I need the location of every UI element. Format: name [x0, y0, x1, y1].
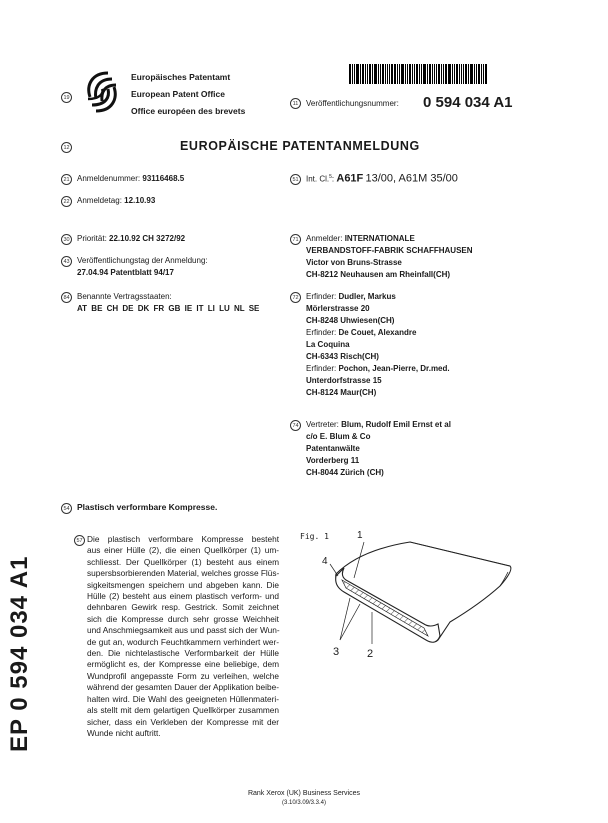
barcode-bar	[360, 64, 361, 84]
barcode-bar	[427, 64, 428, 84]
barcode-bar	[481, 64, 482, 84]
footer-printer: Rank Xerox (UK) Business Services	[247, 790, 361, 797]
barcode-bar	[372, 64, 373, 84]
barcode-bar	[432, 64, 433, 84]
abstract-line: und Anschmiegsamkeit aus und passt sich der Wun-	[87, 625, 280, 636]
barcode-bar	[441, 64, 442, 84]
barcode-bar	[485, 64, 487, 84]
abstract-line: de gut an, wodurch Feuchtkammern verhindert wer-	[87, 636, 279, 647]
abstract-line: sich die Kompresse durch sehr grosse Weichheit	[87, 613, 279, 624]
barcode-bar	[391, 64, 393, 84]
footer-code: (3.10/3.09/3.3.4)	[281, 800, 327, 806]
priority: Priorität: 22.10.92 CH 3272/92	[77, 234, 186, 243]
figure-caption: Fig. 1	[300, 532, 329, 541]
barcode-bar	[478, 64, 480, 84]
barcode-bar	[362, 64, 364, 84]
office-name-fr: Office européen des brevets	[131, 106, 246, 116]
barcode-bar	[389, 64, 390, 84]
barcode-bar	[465, 64, 467, 84]
inid-code-11: 11	[290, 98, 301, 109]
barcode-bar	[407, 64, 408, 84]
invention-title: Plastisch verformbare Kompresse.	[77, 502, 218, 512]
inid-code-43: 43	[61, 256, 72, 267]
barcode-bar	[369, 64, 371, 84]
barcode-bar	[483, 64, 484, 84]
abstract-line: Wunde nicht auftritt.	[87, 727, 161, 738]
barcode-bar	[380, 64, 381, 84]
figure-ref-1: 1	[357, 530, 363, 541]
barcode-bar	[445, 64, 447, 84]
barcode-bar	[452, 64, 453, 84]
inid-code-22: 22	[61, 196, 72, 207]
application-date: Anmeldetag: 12.10.93	[77, 196, 156, 205]
abstract	[87, 534, 279, 739]
abstract-line: sicher, dass ein Verkleben der Kompresse mit der	[87, 716, 279, 727]
abstract-line: sigkeitsmengen speichern und abgeben kann. Die	[87, 579, 279, 590]
barcode-bar	[374, 64, 377, 84]
barcode-bar	[387, 64, 388, 84]
epo-logo	[78, 67, 126, 117]
abstract-line: Wundprofil angepasste Form zu verleihen, welche	[87, 670, 279, 681]
side-publication-number: EP 0 594 034 A1	[6, 555, 33, 752]
barcode-bar	[470, 64, 473, 84]
representative-block: Vertreter: Blum, Rudolf Emil Ernst et al c/o E. Blum & Co Patentanwälte Vorderberg 11 CH-8044 Zürich (CH)	[306, 420, 451, 477]
inid-code-21: 21	[61, 174, 72, 185]
figure-ref-4: 4	[322, 556, 328, 567]
barcode-bar	[409, 64, 411, 84]
barcode-bar	[349, 64, 351, 84]
designated-states-label: Benannte Vertragsstaaten:	[77, 292, 172, 301]
inid-code-54: 54	[61, 503, 72, 514]
barcode-bar	[448, 64, 451, 84]
barcode-bar	[476, 64, 477, 84]
abstract-line: dehnbaren Gewirk resp. Gestrick. Somit zeichnet	[87, 602, 279, 613]
abstract-line: während der gesamten Dauer der Applikation beibe-	[87, 682, 279, 693]
barcode-bar	[412, 64, 413, 84]
barcode-bar	[421, 64, 422, 84]
designated-states: AT BE CH DE DK FR GB IE IT LI LU NL SE	[77, 304, 260, 313]
barcode-bar	[382, 64, 384, 84]
office-name-en: European Patent Office	[131, 89, 225, 99]
abstract-line: aus einer Hülle (2), die einen Quellkörper (1) um-	[87, 545, 279, 556]
abstract-line: den. Die nichtelastische Verformbarkeit der Hülle	[87, 648, 279, 659]
barcode-bar	[461, 64, 462, 84]
int-classification: Int. Cl.$^5$: A61F 13/00, A61M 35/00	[306, 172, 458, 185]
barcode-bar	[352, 64, 353, 84]
office-name-de: Europäisches Patentamt	[131, 72, 231, 82]
inid-code-74: 74	[290, 420, 301, 431]
barcode-bar	[468, 64, 469, 84]
barcode-bar	[474, 64, 475, 84]
publication-date-label: Veröffentlichungstag der Anmeldung:	[77, 256, 208, 265]
barcode-bar	[423, 64, 426, 84]
inid-code-51: 51	[290, 174, 301, 185]
barcode-bar	[459, 64, 460, 84]
inid-code-84: 84	[61, 292, 72, 303]
barcode-bar	[394, 64, 396, 84]
barcode-bar	[429, 64, 431, 84]
abstract-line: Hülle (2) besteht aus einem plastisch verform- und	[87, 591, 279, 602]
barcode-bar	[399, 64, 400, 84]
barcode-bar	[365, 64, 366, 84]
barcode-bar	[438, 64, 440, 84]
abstract-line: Die plastisch verformbare Kompresse besteht	[87, 534, 279, 544]
barcode-bar	[356, 64, 359, 84]
abstract-line: halten wird. Die Wahl des geeigneten Hüllenmateri-	[87, 693, 279, 704]
barcode-bar	[414, 64, 415, 84]
barcode-bar	[401, 64, 404, 84]
barcode-bar	[385, 64, 386, 84]
barcode-bar	[367, 64, 368, 84]
barcode	[349, 64, 517, 84]
barcode-bar	[443, 64, 444, 84]
publication-number: 0 594 034 A1	[423, 94, 513, 111]
abstract-line: supersbsorbierenden Material, welches grosse Flüs-	[87, 568, 280, 579]
abstract-line: als stellt mit dem gelartigen Quellkörper zusammen	[87, 705, 279, 716]
inid-code-12: 12	[61, 142, 72, 153]
inid-code-57: 57	[74, 535, 85, 546]
barcode-bar	[436, 64, 437, 84]
inid-code-72: 72	[290, 292, 301, 303]
document-type: EUROPÄISCHE PATENTANMELDUNG	[180, 139, 420, 153]
inid-code-71: 71	[290, 234, 301, 245]
barcode-bar	[397, 64, 398, 84]
figure-ref-3: 3	[333, 646, 340, 658]
abstract-line: ermöglicht es, der Kompresse eine beliebige, dem	[87, 659, 279, 670]
inventors-block: Erfinder: Dudler, Markus Mörlerstrasse 20 CH-8248 Uhwiesen(CH) Erfinder: De Couet, Alexandre La Coquina CH-6343 Risch(CH) Erfinder: Pochon, Jean-Pierre, Dr.med. Unterdorfstrasse 15 CH-8124 Maur(CH)	[306, 292, 450, 397]
inid-code-19: 19	[61, 92, 72, 103]
figure-ref-2: 2	[367, 648, 374, 660]
barcode-bar	[419, 64, 420, 84]
application-number: Anmeldenummer: 93116468.5	[77, 174, 185, 183]
barcode-bar	[454, 64, 455, 84]
publication-number-label: Veröffentlichungsnummer:	[306, 99, 399, 108]
barcode-bar	[434, 64, 435, 84]
barcode-bar	[456, 64, 458, 84]
barcode-bar	[378, 64, 379, 84]
abstract-line: schliesst. Der Quellkörper (1) besteht aus einem	[87, 556, 279, 567]
inid-code-30: 30	[61, 234, 72, 245]
barcode-bar	[354, 64, 355, 84]
barcode-bar	[463, 64, 464, 84]
applicant-block: Anmelder: INTERNATIONALE VERBANDSTOFF-FABRIK SCHAFFHAUSEN Victor von Bruns-Strasse CH-8212 Neuhausen am Rheinfall(CH)	[306, 234, 473, 279]
barcode-bar	[405, 64, 406, 84]
publication-date: 27.04.94 Patentblatt 94/17	[77, 268, 174, 277]
barcode-bar	[416, 64, 418, 84]
